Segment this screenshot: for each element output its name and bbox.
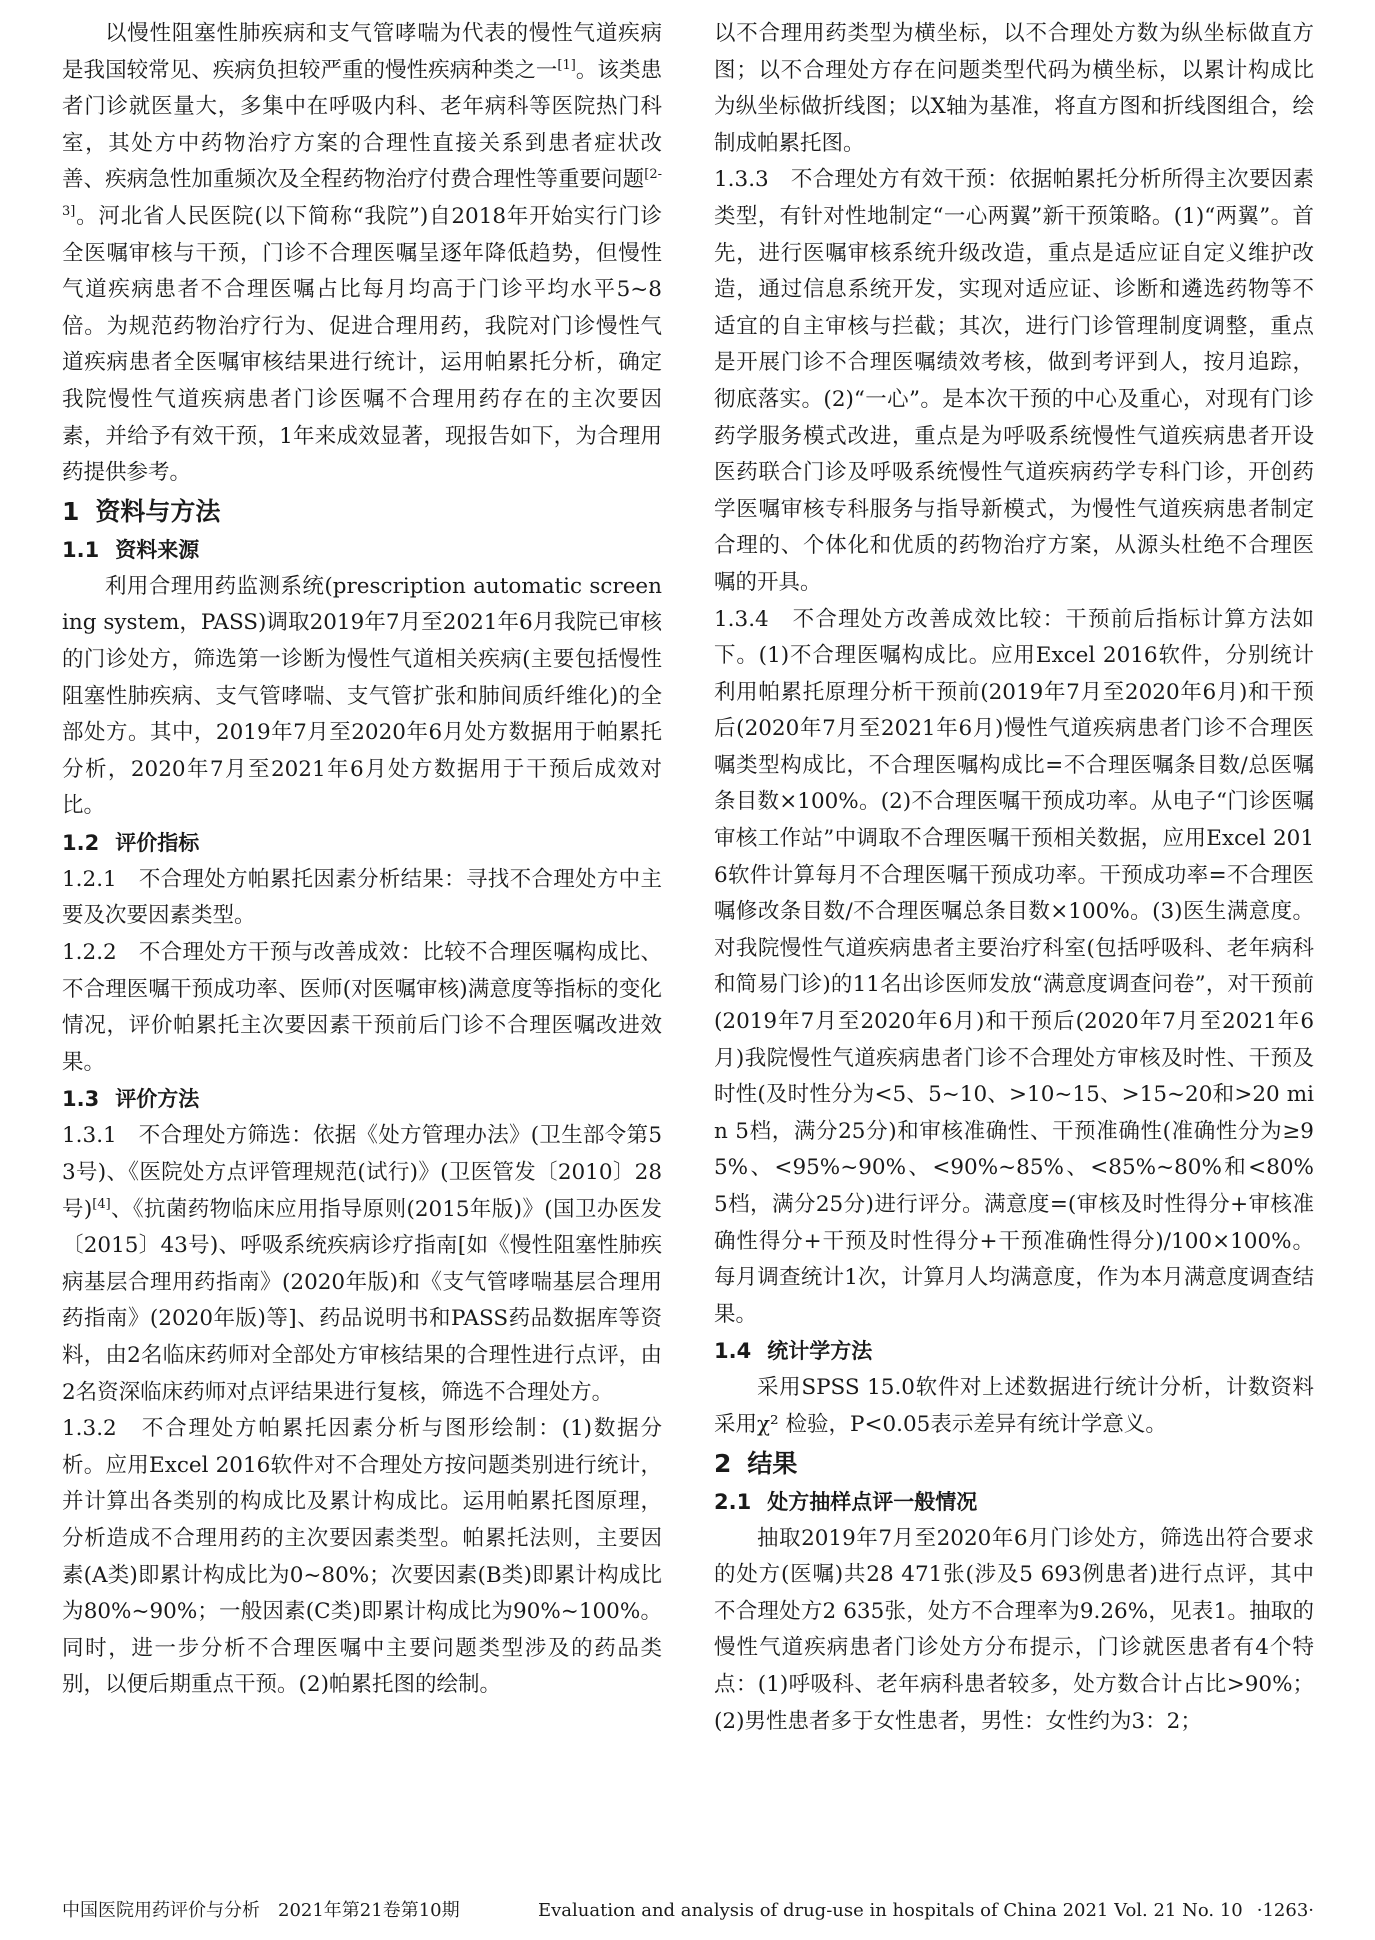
paragraph: 1.3.3 不合理处方有效干预：依据帕累托分析所得主次要因素类型，有针对性地制定“一心两翼”新干预策略。(1)“两翼”。首先，进行医嘱审核系统升级改造，重点是适应证自定义维护改造，通过信息系统开发，实现对适应证、诊断和遴选药物等不适宜的自主审核与拦截；其次，进行门诊管理制度调整，重点是开展门诊不合理医嘱绩效考核，做到考评到人，按月追踪，彻底落实。(2)“一心”。是本次干预的中心及重心，对现有门诊药学服务模式改进，重点是为呼吸系统慢性气道疾病患者开设医药联合门诊及呼吸系统慢性气道疾病药学专科门诊，开创药学医嘱审核专科服务与指导新模式，为慢性气道疾病患者制定合理的、个体化和优质的药物治疗方案，从源头杜绝不合理医嘱的开具。	[714, 167, 1314, 595]
paragraph: 1.2.2 不合理处方干预与改善成效：比较不合理医嘱构成比、不合理医嘱干预成功率、医师(对医嘱审核)满意度等指标的变化情况，评价帕累托主次要因素干预前后门诊不合理医嘱改进效果。	[62, 940, 662, 1075]
subsection-heading: 1.4 统计学方法	[714, 1339, 873, 1364]
paragraph: 抽取2019年7月至2020年6月门诊处方，筛选出符合要求的处方(医嘱)共28 471张(涉及5 693例患者)进行点评，其中不合理处方2 635张，处方不合理率为9.26%，见表1。抽取的慢性气道疾病患者门诊处方分布提示，门诊就医患者有4个特点：(1)呼吸科、老年病科患者较多，处方数合计占比>90%；(2)男性患者多于女性患者，男性：女性约为3：2；	[714, 1525, 1314, 1734]
paragraph: 1.2.1 不合理处方帕累托因素分析结果：寻找不合理处方中主要及次要因素类型。	[62, 866, 662, 929]
paragraph: 利用合理用药监测系统(prescription automatic screening system，PASS)调取2019年7月至2021年6月我院已审核的门诊处方，筛选第一诊断为慢性气道相关疾病(主要包括慢性阻塞性肺疾病、支气管哮喘、支气管扩张和肺间质纤维化)的全部处方。其中，2019年7月至2020年6月处方数据用于帕累托分析，2020年7月至2021年6月处方数据用于干预后成效对比。	[62, 573, 662, 819]
paragraph: 1.3.4 不合理处方改善成效比较：干预前后指标计算方法如下。(1)不合理医嘱构成比。应用Excel 2016软件，分别统计利用帕累托原理分析干预前(2019年7月至2020年6月)和干预后(2020年7月至2021年6月)慢性气道疾病患者门诊不合理医嘱类型构成比，不合理医嘱构成比=不合理医嘱条目数/总医嘱条目数×100%。(2)不合理医嘱干预成功率。从电子“门诊医嘱审核工作站”中调取不合理医嘱干预相关数据，应用Excel 2016软件计算每月不合理医嘱干预成功率。干预成功率=不合理医嘱修改条目数/不合理医嘱总条目数×100%。(3)医生满意度。对我院慢性气道疾病患者主要治疗科室(包括呼吸科、老年病科和简易门诊)的11名出诊医师发放“满意度调查问卷”，对干预前(2019年7月至2020年6月)和干预后(2020年7月至2021年6月)我院慢性气道疾病患者门诊不合理处方审核及时性、干预及时性(及时性分为<5、5~10、>10~15、>15~20和>20 min 5档，满分25分)和审核准确性、干预准确性(准确性分为≥95%、<95%~90%、<90%~85%、<85%~80%和<80% 5档，满分25分)进行评分。满意度=(审核及时性得分+审核准确性得分+干预及时性得分+干预准确性得分)/100×100%。每月调查统计1次，计算月人均满意度，作为本月满意度调查结果。	[714, 606, 1314, 1327]
paragraph: 以不合理用药类型为横坐标，以不合理处方数为纵坐标做直方图；以不合理处方存在问题类型代码为横坐标，以累计构成比为纵坐标做折线图；以X轴为基准，将直方图和折线图组合，绘制成帕累托图。	[714, 21, 1314, 156]
citation: [2-3]	[62, 167, 662, 219]
citation: [4]	[92, 1196, 111, 1212]
journal-name-en: Evaluation and analysis of drug-use in hospitals of China 2021 Vol. 21 No. 10	[537, 1900, 1243, 1921]
left-column	[62, 16, 662, 1704]
journal-name-cn: 中国医院用药评价与分析 2021年第21卷第10期	[62, 1900, 460, 1921]
paragraph: 1.3.1 不合理处方筛选：依据《处方管理办法》(卫生部令第53号)、《医院处方点评管理规范(试行)》(卫医管发〔2010〕28号)[4]、《抗菌药物临床应用指导原则(2015年版)》(国卫办医发〔2015〕43号)、呼吸系统疾病诊疗指南[如《慢性阻塞性肺疾病基层合理用药指南》(2020年版)和《支气管哮喘基层合理用药指南》(2020年版)等]、药品说明书和PASS药品数据库等资料，由2名临床药师对全部处方审核结果的合理性进行点评，由2名资深临床药师对点评结果进行复核，筛选不合理处方。	[62, 1123, 662, 1405]
subsection-heading: 1.2 评价指标	[62, 830, 200, 855]
subsection-heading: 1.1 资料来源	[62, 537, 200, 562]
subsection-heading: 2.1 处方抽样点评一般情况	[714, 1489, 978, 1514]
page-number: ·1263·	[1256, 1900, 1314, 1921]
subsection-heading: 1.3 评价方法	[62, 1087, 200, 1112]
section-heading: 2 结果	[714, 1448, 798, 1478]
paragraph: 1.3.2 不合理处方帕累托因素分析与图形绘制：(1)数据分析。应用Excel 2016软件对不合理处方按问题类别进行统计，并计算出各类别的构成比及累计构成比。运用帕累托图原理，分析造成不合理用药的主次要因素类型。帕累托法则，主要因素(A类)即累计构成比为0~80%；次要因素(B类)即累计构成比为80%~90%；一般因素(C类)即累计构成比为90%~100%。同时，进一步分析不合理医嘱中主要问题类型涉及的药品类别，以便后期重点干预。(2)帕累托图的绘制。	[62, 1416, 662, 1698]
intro-paragraph: 以慢性阻塞性肺疾病和支气管哮喘为代表的慢性气道疾病是我国较常见、疾病负担较严重的慢性疾病种类之一[1]。该类患者门诊就医量大，多集中在呼吸内科、老年病科等医院热门科室，其处方中药物治疗方案的合理性直接关系到患者症状改善、疾病急性加重频次及全程药物治疗付费合理性等重要问题[2-3]。河北省人民医院(以下简称“我院”)自2018年开始实行门诊全医嘱审核与干预，门诊不合理医嘱呈逐年降低趋势，但慢性气道疾病患者不合理医嘱占比每月均高于门诊平均水平5~8倍。为规范药物治疗行为、促进合理用药，我院对门诊慢性气道疾病患者全医嘱审核结果进行统计，运用帕累托分析，确定我院慢性气道疾病患者门诊医嘱不合理用药存在的主次要因素，并给予有效干预，1年来成效显著，现报告如下，为合理用药提供参考。	[62, 21, 662, 486]
section-heading: 1 资料与方法	[62, 496, 221, 526]
page-footer	[62, 1899, 1314, 1923]
citation: [1]	[557, 57, 576, 73]
right-column	[714, 16, 1314, 1740]
paragraph: 采用SPSS 15.0软件对上述数据进行统计分析，计数资料采用χ² 检验，P<0.05表示差异有统计学意义。	[714, 1375, 1314, 1437]
